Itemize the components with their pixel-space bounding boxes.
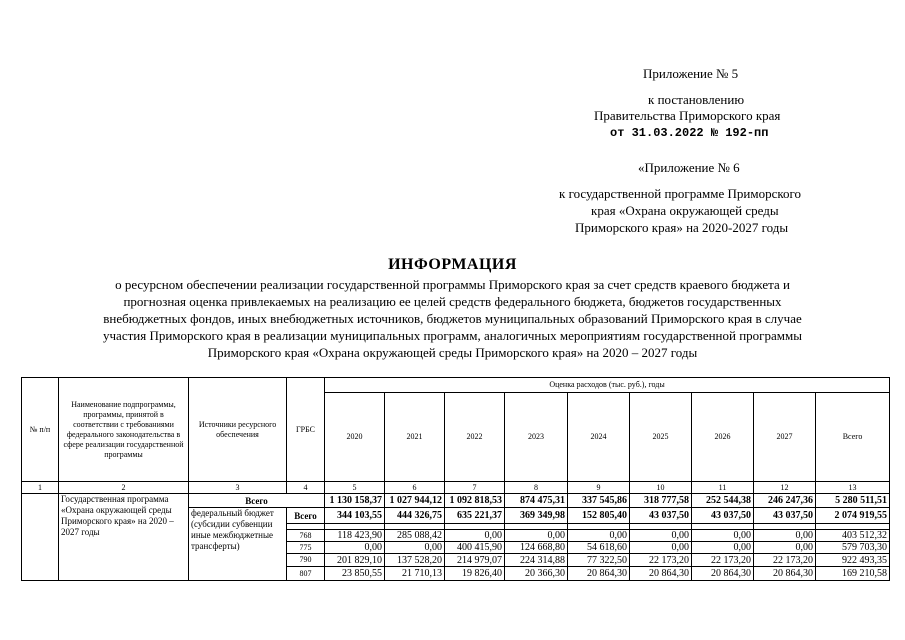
grbs-value: 922 493,35: [816, 554, 890, 567]
grbs-value: 77 322,50: [568, 554, 630, 567]
grbs-code: 807: [287, 567, 325, 581]
appendix6-label: «Приложение № 6: [638, 160, 740, 175]
grbs-value: 0,00: [325, 542, 385, 554]
header-grbs: ГРБС: [287, 378, 325, 482]
appendix-label: Приложение № 5: [643, 66, 739, 81]
total-value: 1 130 158,37: [325, 494, 385, 508]
year-header: 2024: [568, 393, 630, 482]
program-name: Государственная программа «Охрана окружающей среды Приморского края» на 2020 – 2027 годы: [59, 494, 189, 581]
federal-budget-label: федеральный бюджет (субсидии субвенции иные межбюджетные трансферты): [189, 508, 287, 581]
federal-total-value: 369 349,98: [505, 508, 568, 524]
federal-total-value: 635 221,37: [445, 508, 505, 524]
federal-total-value: 43 037,50: [692, 508, 754, 524]
year-header: Всего: [816, 393, 890, 482]
resource-table: [21, 377, 890, 581]
grbs-value: 20 864,30: [754, 567, 816, 581]
column-number: 1: [22, 482, 59, 494]
program-line-3: Приморского края» на 2020-2027 годы: [575, 220, 789, 235]
column-number: 13: [816, 482, 890, 494]
column-number: 11: [692, 482, 754, 494]
grbs-value: 400 415,90: [445, 542, 505, 554]
total-value: 5 280 511,51: [816, 494, 890, 508]
grbs-value: 21 710,13: [385, 567, 445, 581]
grbs-value: 19 826,40: [445, 567, 505, 581]
grbs-value: 22 173,20: [754, 554, 816, 567]
federal-total-value: 2 074 919,55: [816, 508, 890, 524]
grbs-value: 0,00: [754, 542, 816, 554]
header-source: Источники ресурсного обеспечения: [189, 378, 287, 482]
federal-total-value: 152 805,40: [568, 508, 630, 524]
grbs-value: 137 528,20: [385, 554, 445, 567]
grbs-value: 0,00: [630, 542, 692, 554]
decree-label: к постановлению: [648, 92, 745, 107]
header-name: Наименование подпрограммы, программы, принятой в соответствии с требованиями федерального законодательства в сфере реализации государственной программы: [59, 378, 189, 482]
column-number: 8: [505, 482, 568, 494]
grbs-value: 20 864,30: [568, 567, 630, 581]
column-number: 12: [754, 482, 816, 494]
total-label: Всего: [189, 494, 325, 508]
year-header: 2027: [754, 393, 816, 482]
document-title: ИНФОРМАЦИЯ: [388, 256, 517, 273]
grbs-value: 20 864,30: [630, 567, 692, 581]
grbs-code: 790: [287, 554, 325, 567]
grbs-value: 201 829,10: [325, 554, 385, 567]
year-header: 2023: [505, 393, 568, 482]
grbs-value: 579 703,30: [816, 542, 890, 554]
grbs-value: 20 864,30: [692, 567, 754, 581]
grbs-value: 23 850,55: [325, 567, 385, 581]
grbs-value: 54 618,60: [568, 542, 630, 554]
grbs-value: 169 210,58: [816, 567, 890, 581]
grbs-value: 0,00: [385, 542, 445, 554]
grbs-value: 0,00: [630, 530, 692, 542]
column-number: 6: [385, 482, 445, 494]
subtitle-line: прогнозная оценка привлекаемых на реализацию ее целей средств федерального бюджета, бюджетов государственных: [123, 294, 782, 309]
grbs-value: 0,00: [445, 530, 505, 542]
grbs-value: 285 088,42: [385, 530, 445, 542]
grbs-value: 0,00: [754, 530, 816, 542]
grbs-value: 0,00: [505, 530, 568, 542]
program-line-1: к государственной программе Приморского: [559, 186, 802, 201]
grbs-value: 20 366,30: [505, 567, 568, 581]
column-number: 3: [189, 482, 287, 494]
subtitle-line: внебюджетных фондов, иных внебюджетных источников, бюджетов муниципальных образований Приморского края в случае: [103, 311, 802, 326]
government-label: Правительства Приморского края: [594, 108, 781, 123]
header-num: № п/п: [22, 378, 59, 482]
grbs-value: 0,00: [568, 530, 630, 542]
subtitle-line: Приморского края «Охрана окружающей среды Приморского края» на 2020 – 2027 годы: [207, 345, 698, 360]
decree-stamp: от 31.03.2022 № 192-пп: [610, 126, 769, 140]
year-header: 2025: [630, 393, 692, 482]
grbs-value: 403 512,32: [816, 530, 890, 542]
document-title-wrap: [0, 256, 905, 274]
row-num-cell: [22, 494, 59, 581]
total-value: 874 475,31: [505, 494, 568, 508]
federal-total-value: 344 103,55: [325, 508, 385, 524]
subtitle-line: участия Приморского края в реализации муниципальных программ, аналогичных мероприятиям государственной программы: [103, 328, 802, 343]
federal-total-value: 43 037,50: [630, 508, 692, 524]
total-value: 252 544,38: [692, 494, 754, 508]
column-number: 2: [59, 482, 189, 494]
total-value: 337 545,86: [568, 494, 630, 508]
grbs-code: 768: [287, 530, 325, 542]
grbs-value: 22 173,20: [630, 554, 692, 567]
grbs-code: 775: [287, 542, 325, 554]
federal-total-label: Всего: [287, 508, 325, 524]
total-value: 318 777,58: [630, 494, 692, 508]
column-number: 10: [630, 482, 692, 494]
column-number: 5: [325, 482, 385, 494]
column-number: 9: [568, 482, 630, 494]
year-header: 2020: [325, 393, 385, 482]
program-line-2: края «Охрана окружающей среды: [591, 203, 779, 218]
total-value: 246 247,36: [754, 494, 816, 508]
subtitle-line: о ресурсном обеспечении реализации государственной программы Приморского края за счет средств краевого бюджета и: [115, 277, 790, 292]
grbs-value: 0,00: [692, 542, 754, 554]
year-header: 2026: [692, 393, 754, 482]
grbs-value: 0,00: [692, 530, 754, 542]
total-value: 1 027 944,12: [385, 494, 445, 508]
year-header: 2022: [445, 393, 505, 482]
grbs-value: 124 668,80: [505, 542, 568, 554]
grbs-value: 118 423,90: [325, 530, 385, 542]
federal-total-value: 43 037,50: [754, 508, 816, 524]
column-number: 4: [287, 482, 325, 494]
column-number: 7: [445, 482, 505, 494]
total-value: 1 092 818,53: [445, 494, 505, 508]
header-estimate: Оценка расходов (тыс. руб.), годы: [325, 378, 890, 393]
year-header: 2021: [385, 393, 445, 482]
federal-total-value: 444 326,75: [385, 508, 445, 524]
grbs-value: 214 979,07: [445, 554, 505, 567]
grbs-value: 22 173,20: [692, 554, 754, 567]
grbs-value: 224 314,88: [505, 554, 568, 567]
